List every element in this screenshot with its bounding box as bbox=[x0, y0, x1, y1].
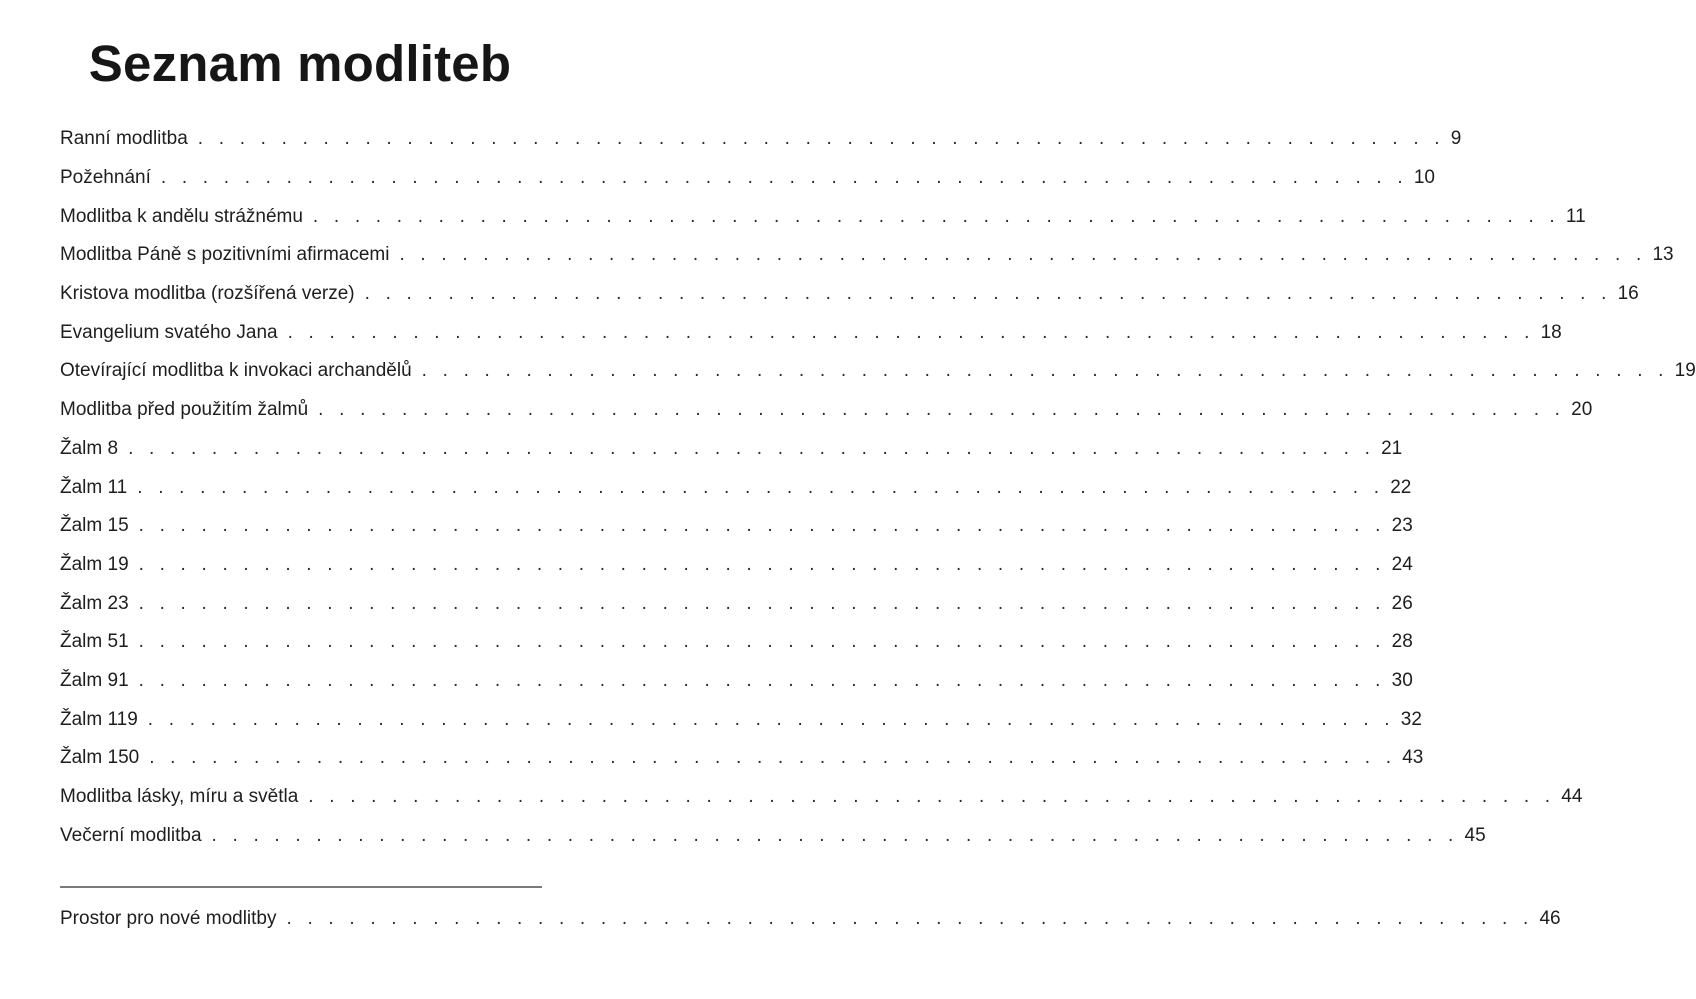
toc-entry-page-number: 43 bbox=[1402, 747, 1424, 769]
toc-entry[interactable] bbox=[60, 700, 1422, 739]
toc-entry-page-number: 19 bbox=[1674, 360, 1696, 382]
toc-entry[interactable] bbox=[60, 352, 1696, 391]
toc-entry[interactable] bbox=[60, 120, 1462, 159]
dot-leader: . . . . . . . . . . . . . . . . . . . . . . . . . . . . . . . . . . . . . . . . . . . . . . . . . . . . . . . . . . . . bbox=[149, 747, 1397, 769]
toc-entry-page-number: 13 bbox=[1652, 244, 1674, 266]
toc-entry[interactable] bbox=[60, 236, 1674, 275]
dot-leader: . . . . . . . . . . . . . . . . . . . . . . . . . . . . . . . . . . . . . . . . . . . . . . . . . . . . . . . . . . . . bbox=[421, 360, 1669, 382]
toc-entry-page-number: 24 bbox=[1391, 553, 1413, 575]
toc-entry-page-number: 30 bbox=[1391, 669, 1413, 691]
dot-leader: . . . . . . . . . . . . . . . . . . . . . . . . . . . . . . . . . . . . . . . . . . . . . . . . . . . . . . . . . . . . bbox=[138, 592, 1386, 614]
dot-leader: . . . . . . . . . . . . . . . . . . . . . . . . . . . . . . . . . . . . . . . . . . . . . . . . . . . . . . . . . . . . bbox=[211, 824, 1459, 846]
toc-entry-title: Žalm 119 bbox=[60, 708, 138, 730]
toc-entry-title: Evangelium svatého Jana bbox=[60, 321, 278, 343]
dot-leader: . . . . . . . . . . . . . . . . . . . . . . . . . . . . . . . . . . . . . . . . . . . . . . . . . . . . . . . . . . . . bbox=[286, 908, 1534, 930]
toc-entry-page-number: 18 bbox=[1540, 321, 1562, 343]
toc-entry-title: Modlitba Páně s pozitivními afirmacemi bbox=[60, 244, 390, 266]
toc-entry-title: Žalm 19 bbox=[60, 553, 129, 575]
toc-entry-title: Žalm 8 bbox=[60, 437, 119, 459]
dot-leader: . . . . . . . . . . . . . . . . . . . . . . . . . . . . . . . . . . . . . . . . . . . . . . . . . . . . . . . . . . . . bbox=[197, 128, 1445, 150]
toc-entry-page-number: 28 bbox=[1391, 631, 1413, 653]
dot-leader: . . . . . . . . . . . . . . . . . . . . . . . . . . . . . . . . . . . . . . . . . . . . . . . . . . . . . . . . . . . . bbox=[128, 437, 1376, 459]
toc-entry-page-number: 26 bbox=[1391, 592, 1413, 614]
toc-entry[interactable] bbox=[60, 468, 1412, 507]
toc-entry-title: Žalm 91 bbox=[60, 669, 129, 691]
toc-entry-page-number: 46 bbox=[1539, 908, 1561, 930]
toc-entry[interactable] bbox=[60, 623, 1413, 662]
toc-entry-page-number: 45 bbox=[1464, 824, 1486, 846]
toc-entry-title: Prostor pro nové modlitby bbox=[60, 908, 277, 930]
toc-extra-list bbox=[60, 900, 1561, 939]
dot-leader: . . . . . . . . . . . . . . . . . . . . . . . . . . . . . . . . . . . . . . . . . . . . . . . . . . . . . . . . . . . . bbox=[160, 167, 1408, 189]
toc-entry[interactable] bbox=[60, 313, 1562, 352]
toc-entry-page-number: 44 bbox=[1561, 786, 1583, 808]
dot-leader: . . . . . . . . . . . . . . . . . . . . . . . . . . . . . . . . . . . . . . . . . . . . . . . . . . . . . . . . . . . . bbox=[138, 631, 1386, 653]
toc-entry[interactable] bbox=[60, 546, 1413, 585]
toc-entry-title: Modlitba lásky, míru a světla bbox=[60, 786, 299, 808]
toc-list bbox=[60, 120, 1696, 855]
toc-entry[interactable] bbox=[60, 584, 1413, 623]
dot-leader: . . . . . . . . . . . . . . . . . . . . . . . . . . . . . . . . . . . . . . . . . . . . . . . . . . . . . . . . . . . . bbox=[138, 553, 1386, 575]
dot-leader: . . . . . . . . . . . . . . . . . . . . . . . . . . . . . . . . . . . . . . . . . . . . . . . . . . . . . . . . . . . . bbox=[399, 244, 1647, 266]
dot-leader: . . . . . . . . . . . . . . . . . . . . . . . . . . . . . . . . . . . . . . . . . . . . . . . . . . . . . . . . . . . . bbox=[308, 786, 1556, 808]
toc-entry-title: Žalm 51 bbox=[60, 631, 129, 653]
toc-entry-title: Modlitba před použitím žalmů bbox=[60, 399, 309, 421]
toc-entry-page-number: 9 bbox=[1450, 128, 1462, 150]
dot-leader: . . . . . . . . . . . . . . . . . . . . . . . . . . . . . . . . . . . . . . . . . . . . . . . . . . . . . . . . . . . . bbox=[137, 476, 1385, 498]
dot-leader: . . . . . . . . . . . . . . . . . . . . . . . . . . . . . . . . . . . . . . . . . . . . . . . . . . . . . . . . . . . . bbox=[147, 708, 1395, 730]
dot-leader: . . . . . . . . . . . . . . . . . . . . . . . . . . . . . . . . . . . . . . . . . . . . . . . . . . . . . . . . . . . . bbox=[138, 669, 1386, 691]
toc-entry-page-number: 11 bbox=[1565, 205, 1586, 227]
toc-entry-title: Otevírající modlitba k invokaci archandělů bbox=[60, 360, 412, 382]
toc-entry[interactable] bbox=[60, 391, 1593, 430]
toc-entry-title: Ranní modlitba bbox=[60, 128, 188, 150]
toc-entry[interactable] bbox=[60, 739, 1424, 778]
toc-entry-page-number: 22 bbox=[1390, 476, 1412, 498]
toc-entry[interactable] bbox=[60, 275, 1639, 314]
dot-leader: . . . . . . . . . . . . . . . . . . . . . . . . . . . . . . . . . . . . . . . . . . . . . . . . . . . . . . . . . . . . bbox=[364, 283, 1612, 305]
dot-leader: . . . . . . . . . . . . . . . . . . . . . . . . . . . . . . . . . . . . . . . . . . . . . . . . . . . . . . . . . . . . bbox=[318, 399, 1566, 421]
toc-entry[interactable] bbox=[60, 816, 1486, 855]
toc-entry-title: Požehnání bbox=[60, 167, 151, 189]
toc-entry-page-number: 32 bbox=[1400, 708, 1422, 730]
toc-entry-page-number: 23 bbox=[1391, 515, 1413, 537]
divider bbox=[60, 886, 542, 888]
toc-entry-title: Žalm 150 bbox=[60, 747, 140, 769]
toc-entry[interactable] bbox=[60, 197, 1586, 236]
toc-entry-title: Kristova modlitba (rozšířená verze) bbox=[60, 283, 355, 305]
toc-entry-title: Modlitba k andělu strážnému bbox=[60, 205, 303, 227]
toc-entry[interactable] bbox=[60, 159, 1435, 198]
toc-entry-title: Večerní modlitba bbox=[60, 824, 202, 846]
toc-entry[interactable] bbox=[60, 430, 1403, 469]
toc-entry-page-number: 21 bbox=[1381, 437, 1403, 459]
toc-entry[interactable] bbox=[60, 507, 1413, 546]
toc-entry[interactable] bbox=[60, 778, 1583, 817]
toc-entry-page-number: 16 bbox=[1617, 283, 1639, 305]
dot-leader: . . . . . . . . . . . . . . . . . . . . . . . . . . . . . . . . . . . . . . . . . . . . . . . . . . . . . . . . . . . . bbox=[287, 321, 1535, 343]
toc-entry-title: Žalm 15 bbox=[60, 515, 129, 537]
toc-entry[interactable] bbox=[60, 900, 1561, 939]
page-title: Seznam modliteb bbox=[88, 35, 512, 92]
toc-entry-title: Žalm 11 bbox=[60, 476, 128, 498]
toc-entry-page-number: 10 bbox=[1413, 167, 1435, 189]
toc-entry[interactable] bbox=[60, 662, 1413, 701]
toc-entry-page-number: 20 bbox=[1571, 399, 1593, 421]
dot-leader: . . . . . . . . . . . . . . . . . . . . . . . . . . . . . . . . . . . . . . . . . . . . . . . . . . . . . . . . . . . . bbox=[312, 205, 1560, 227]
toc-entry-title: Žalm 23 bbox=[60, 592, 129, 614]
dot-leader: . . . . . . . . . . . . . . . . . . . . . . . . . . . . . . . . . . . . . . . . . . . . . . . . . . . . . . . . . . . . bbox=[138, 515, 1386, 537]
